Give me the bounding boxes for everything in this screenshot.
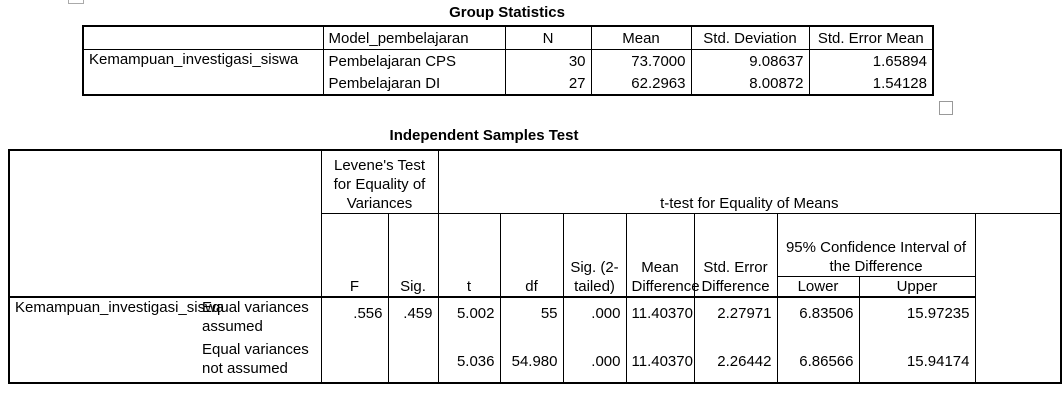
row-label: Equal variances not assumed <box>197 340 321 383</box>
se-difference-value: 2.26442 <box>694 340 777 383</box>
group-statistics-header-row <box>83 26 933 50</box>
group-label: Pembelajaran CPS <box>323 50 505 73</box>
header-blank-cell <box>9 150 321 297</box>
mean-value: 62.2963 <box>591 72 691 95</box>
upper-value: 15.97235 <box>859 297 975 340</box>
df-value: 55 <box>500 297 563 340</box>
header-row-1 <box>9 150 1061 213</box>
mean-difference-value: 11.40370 <box>626 340 694 383</box>
lower-value: 6.83506 <box>777 297 859 340</box>
sd-value: 8.00872 <box>691 72 809 95</box>
header-upper: Upper <box>859 276 975 297</box>
mean-difference-value: 11.40370 <box>626 297 694 340</box>
df-value: 54.980 <box>500 340 563 383</box>
ttest-header: t-test for Equality of Means <box>438 150 1061 213</box>
table-row <box>83 50 933 73</box>
se-difference-value: 2.27971 <box>694 297 777 340</box>
se-value: 1.54128 <box>809 72 933 95</box>
n-value: 30 <box>505 50 591 73</box>
lower-value: 6.86566 <box>777 340 859 383</box>
header-f: F <box>321 213 388 297</box>
header-model: Model_pembelajaran <box>323 26 505 50</box>
group-label: Pembelajaran DI <box>323 72 505 95</box>
resize-handle-icon <box>939 101 953 115</box>
header-mean: Mean <box>591 26 691 50</box>
sig-value <box>388 340 438 383</box>
sig2-value: .000 <box>563 297 626 340</box>
header-std-error-mean: Std. Error Mean <box>809 26 933 50</box>
header-mean-difference: Mean Difference <box>626 213 694 297</box>
header-df: df <box>500 213 563 297</box>
header-sig-2-tailed: Sig. (2-tailed) <box>563 213 626 297</box>
header-lower: Lower <box>777 276 859 297</box>
header-blank-cell <box>83 26 323 50</box>
variable-label: Kemampuan_investigasi_siswa <box>83 50 323 96</box>
group-statistics-table <box>82 25 934 96</box>
upper-value: 15.94174 <box>859 340 975 383</box>
ci-header: 95% Confidence Interval of the Difference <box>777 213 975 276</box>
independent-test-title: Independent Samples Test <box>389 127 579 144</box>
sig-value: .459 <box>388 297 438 340</box>
group-statistics-title: Group Statistics <box>449 4 565 21</box>
t-value: 5.036 <box>438 340 500 383</box>
header-t: t <box>438 213 500 297</box>
header-n: N <box>505 26 591 50</box>
f-value <box>321 340 388 383</box>
header-std-deviation: Std. Deviation <box>691 26 809 50</box>
header-std-error-difference: Std. Error Difference <box>694 213 777 297</box>
table-row <box>9 297 1061 340</box>
sig2-value: .000 <box>563 340 626 383</box>
mean-value: 73.7000 <box>591 50 691 73</box>
f-value: .556 <box>321 297 388 340</box>
t-value: 5.002 <box>438 297 500 340</box>
sd-value: 9.08637 <box>691 50 809 73</box>
row-label: Equal variances assumed <box>197 297 321 340</box>
header-sig: Sig. <box>388 213 438 297</box>
se-value: 1.65894 <box>809 50 933 73</box>
variable-label: Kemampuan_investigasi_siswa <box>9 297 197 383</box>
n-value: 27 <box>505 72 591 95</box>
independent-samples-table <box>8 149 1062 384</box>
levene-header: Levene's Test for Equality of Variances <box>321 150 438 213</box>
